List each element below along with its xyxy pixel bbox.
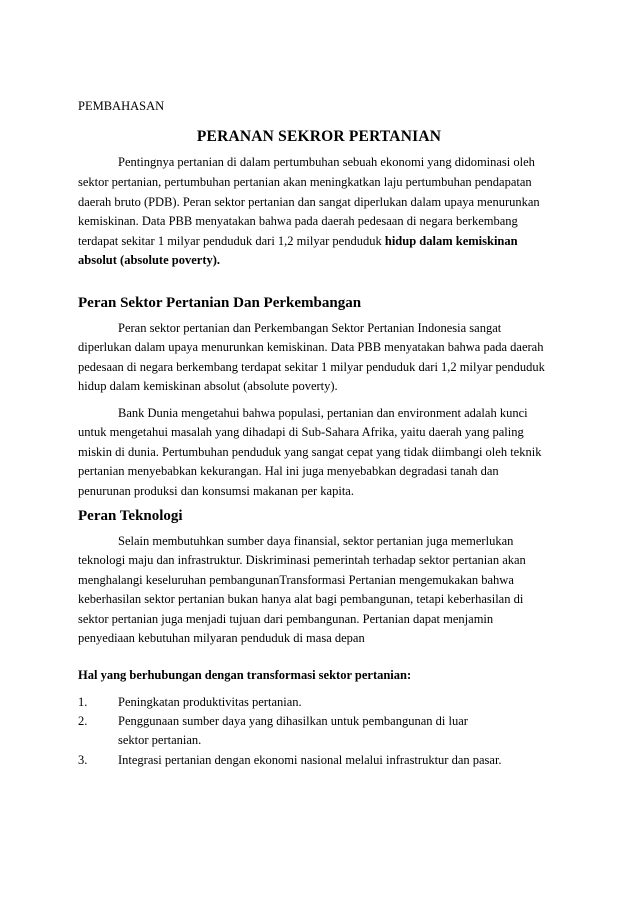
s2-line-1: Selain membutuhkan sumber daya finansial, sektor pertanian juga memerlukan xyxy=(118,534,514,548)
page-heading: PEMBAHASAN xyxy=(78,99,165,113)
s1-p1-line-1: Peran sektor pertanian dan Perkembangan Sektor Pertanian Indonesia sangat xyxy=(118,321,502,335)
s1-p2-line-2: untuk mengetahui masalah yang dihadapi di Sub-Sahara Afrika, yaitu daerah yang paling xyxy=(78,425,524,439)
s1-p2-line-4: pertanian menyebabkan kekurangan. Hal ini juga menyebabkan degradasi tanah dan xyxy=(78,464,499,478)
s2-line-4: keberhasilan sektor pertanian bukan hanya alat bagi pembangunan, tetapi keberhasilan di xyxy=(78,592,524,606)
list-item-2-line-1: Penggunaan sumber daya yang dihasilkan untuk pembangunan di luar xyxy=(118,714,468,728)
intro-line-4: kemiskinan. Data PBB menyatakan bahwa pada daerah pedesaan di negara berkembang xyxy=(78,214,518,228)
s1-p2-line-1: Bank Dunia mengetahui bahwa populasi, pertanian dan environment adalah kunci xyxy=(118,406,528,420)
intro-line-3: daerah bruto (PDB). Peran sektor pertanian dan sangat diperlukan dalam upaya menurunkan xyxy=(78,195,540,209)
intro-line-2: sektor pertanian, pertumbuhan pertanian akan meningkatkan laju pertumbuhan pendapatan xyxy=(78,175,532,189)
list-item-2-line-2: sektor pertanian. xyxy=(118,733,202,747)
s1-p1-line-2: diperlukan dalam upaya menurunkan kemiskinan. Data PBB menyatakan bahwa pada daerah xyxy=(78,340,544,354)
document-title: PERANAN SEKROR PERTANIAN xyxy=(196,128,442,145)
intro-line-1: Pentingnya pertanian di dalam pertumbuhan sebuah ekonomi yang didominasi oleh xyxy=(118,155,535,169)
intro-line-5 xyxy=(78,234,518,249)
s1-p1-line-3: pedesaan di negara berkembang terdapat sekitar 1 milyar penduduk dari 1,2 milyar penduduk xyxy=(78,360,545,374)
list-number-3: 3. xyxy=(78,753,88,767)
s1-p1-line-4: hidup dalam kemiskinan absolut (absolute poverty). xyxy=(78,379,338,393)
s1-p2-line-5: penurunan produksi dan konsumsi makanan per kapita. xyxy=(78,484,354,498)
section-title-peran-sektor: Peran Sektor Pertanian Dan Perkembangan xyxy=(78,295,362,311)
s2-line-6: penyediaan kebutuhan milyaran penduduk di masa depan xyxy=(78,631,365,645)
s2-line-3: menghalangi keseluruhan pembangunanTransformasi Pertanian mengemukakan bahwa xyxy=(78,573,514,587)
section-title-transformasi: Hal yang berhubungan dengan transformasi sektor pertanian: xyxy=(78,668,412,682)
s2-line-2: teknologi maju dan infrastruktur. Diskriminasi pemerintah terhadap sektor pertanian akan xyxy=(78,553,526,567)
list-item-1: Peningkatan produktivitas pertanian. xyxy=(118,695,302,709)
section-title-peran-teknologi: Peran Teknologi xyxy=(78,508,183,524)
intro-line-5-bold: hidup dalam kemiskinan xyxy=(384,234,518,248)
list-number-2: 2. xyxy=(78,714,88,728)
s2-line-5: sektor pertanian juga menjadi tujuan dari pembangunan. Pertanian dapat menjamin xyxy=(78,612,494,626)
list-item-3: Integrasi pertanian dengan ekonomi nasional melalui infrastruktur dan pasar. xyxy=(118,753,502,767)
intro-line-5-text: terdapat sekitar 1 milyar penduduk dari 1,2 milyar penduduk xyxy=(78,234,385,248)
s1-p2-line-3: miskin di dunia. Pertumbuhan penduduk yang sangat cepat yang tidak diimbangi oleh teknik xyxy=(78,445,542,459)
list-number-1: 1. xyxy=(78,695,88,709)
intro-line-6: absolut (absolute poverty). xyxy=(78,253,221,267)
